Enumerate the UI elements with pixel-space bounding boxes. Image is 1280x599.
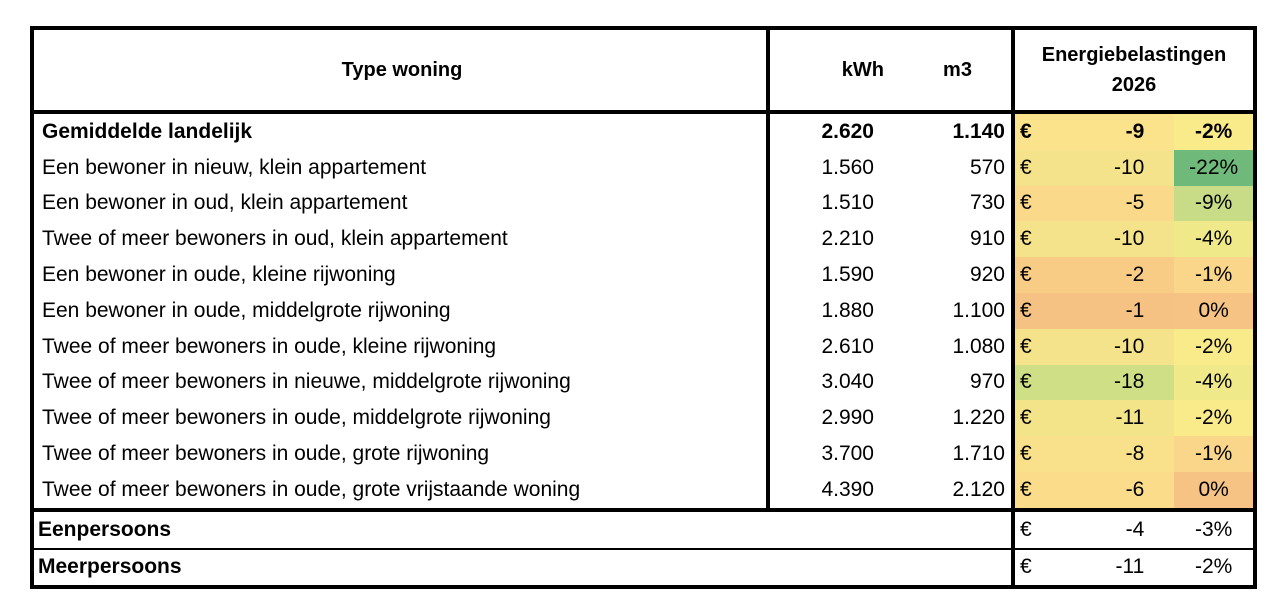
cell-tax-percent: -2% [1174,112,1255,150]
cell-tax-amount: -9 [1094,112,1175,150]
cell-type: Twee of meer bewoners in oude, grote rijwoning [32,436,768,472]
cell-type: Twee of meer bewoners in oud, klein appartement [32,221,768,257]
table-row [32,221,1255,257]
summary-tax-amount: -11 [1094,549,1175,588]
table-header-row [32,28,1255,112]
cell-tax-amount: -10 [1094,150,1175,186]
cell-euro-sign: € [1013,150,1094,186]
cell-type: Gemiddelde landelijk [32,112,768,150]
header-m3: m3 [906,28,1013,112]
cell-type: Een bewoner in nieuw, klein appartement [32,150,768,186]
cell-kwh: 2.210 [821,227,874,251]
cell-m3: 910 [906,221,1013,257]
cell-kwh: 1.560 [821,155,874,179]
energy-tax-table [30,26,1257,589]
table-row [32,257,1255,293]
cell-euro-sign: € [1013,257,1094,293]
cell-euro-sign: € [1013,293,1094,329]
cell-kwh: 1.510 [821,191,874,215]
cell-tax-percent: 0% [1174,472,1255,510]
cell-tax-percent: -4% [1174,221,1255,257]
cell-kwh: 2.620 [821,119,874,143]
header-energy-line1: Energiebelastingen [1041,44,1227,66]
table-row [32,400,1255,436]
cell-m3: 920 [906,257,1013,293]
cell-tax-percent: -22% [1174,150,1255,186]
cell-kwh: 3.040 [821,370,874,394]
cell-m3: 970 [906,365,1013,401]
cell-tax-amount: -6 [1094,472,1175,510]
cell-tax-amount: -11 [1094,400,1175,436]
cell-m3: 1.220 [906,400,1013,436]
header-kwh: kWh [768,28,906,112]
cell-kwh: 4.390 [768,472,906,510]
table-row [32,150,1255,186]
header-type: Type woning [32,28,768,112]
cell-type: Een bewoner in oud, klein appartement [32,186,768,222]
table-row [32,186,1255,222]
summary-euro-sign: € [1013,510,1094,549]
table-row [32,293,1255,329]
cell-type: Twee of meer bewoners in oude, grote vrijstaande woning [32,472,768,510]
cell-tax-percent: -4% [1174,365,1255,401]
cell-tax-percent: 0% [1174,293,1255,329]
cell-m3: 570 [906,150,1013,186]
cell-type: Twee of meer bewoners in oude, middelgrote rijwoning [32,400,768,436]
cell-euro-sign: € [1013,221,1094,257]
cell-tax-percent: -2% [1174,329,1255,365]
cell-m3: 1.080 [906,329,1013,365]
summary-tax-percent: -2% [1174,549,1255,588]
cell-m3: 1.100 [906,293,1013,329]
cell-type: Twee of meer bewoners in nieuwe, middelgrote rijwoning [32,365,768,401]
table-row [32,472,1255,510]
summary-row [32,549,1255,588]
cell-type: Een bewoner in oude, middelgrote rijwoning [32,293,768,329]
cell-tax-percent: -1% [1174,436,1255,472]
table-row [32,329,1255,365]
cell-kwh: 3.700 [821,442,874,466]
cell-euro-sign: € [1013,365,1094,401]
summary-tax-percent: -3% [1174,510,1255,549]
summary-euro-sign: € [1013,549,1094,588]
summary-tax-amount: -4 [1094,510,1175,549]
header-energiebelastingen [1013,28,1255,112]
cell-tax-percent: -2% [1174,400,1255,436]
cell-tax-amount: -5 [1094,186,1175,222]
cell-euro-sign: € [1013,329,1094,365]
cell-kwh: 1.880 [821,298,874,322]
cell-m3: 2.120 [906,472,1013,510]
table-row [32,365,1255,401]
cell-tax-percent: -9% [1174,186,1255,222]
cell-tax-amount: -8 [1094,436,1175,472]
cell-euro-sign: € [1013,112,1094,150]
cell-kwh: 2.610 [821,334,874,358]
cell-tax-amount: -10 [1094,221,1175,257]
cell-tax-percent: -1% [1174,257,1255,293]
cell-type: Twee of meer bewoners in oude, kleine rijwoning [32,329,768,365]
summary-label: Eenpersoons [32,510,1013,549]
cell-type: Een bewoner in oude, kleine rijwoning [32,257,768,293]
summary-row [32,510,1255,549]
cell-euro-sign: € [1013,186,1094,222]
summary-label: Meerpersoons [32,549,1013,588]
header-energy-year: 2026 [1111,74,1157,96]
cell-kwh: 2.990 [821,406,874,430]
cell-euro-sign: € [1013,400,1094,436]
energy-tax-table-container [30,26,1257,589]
table-row [32,112,1255,150]
cell-tax-amount: -2 [1094,257,1175,293]
cell-m3: 730 [906,186,1013,222]
cell-kwh: 1.590 [821,263,874,287]
cell-tax-amount: -1 [1094,293,1175,329]
cell-tax-amount: -18 [1094,365,1175,401]
cell-m3: 1.140 [906,112,1013,150]
table-row [32,436,1255,472]
cell-m3: 1.710 [906,436,1013,472]
cell-euro-sign: € [1013,436,1094,472]
cell-tax-amount: -10 [1094,329,1175,365]
cell-euro-sign: € [1013,472,1094,510]
